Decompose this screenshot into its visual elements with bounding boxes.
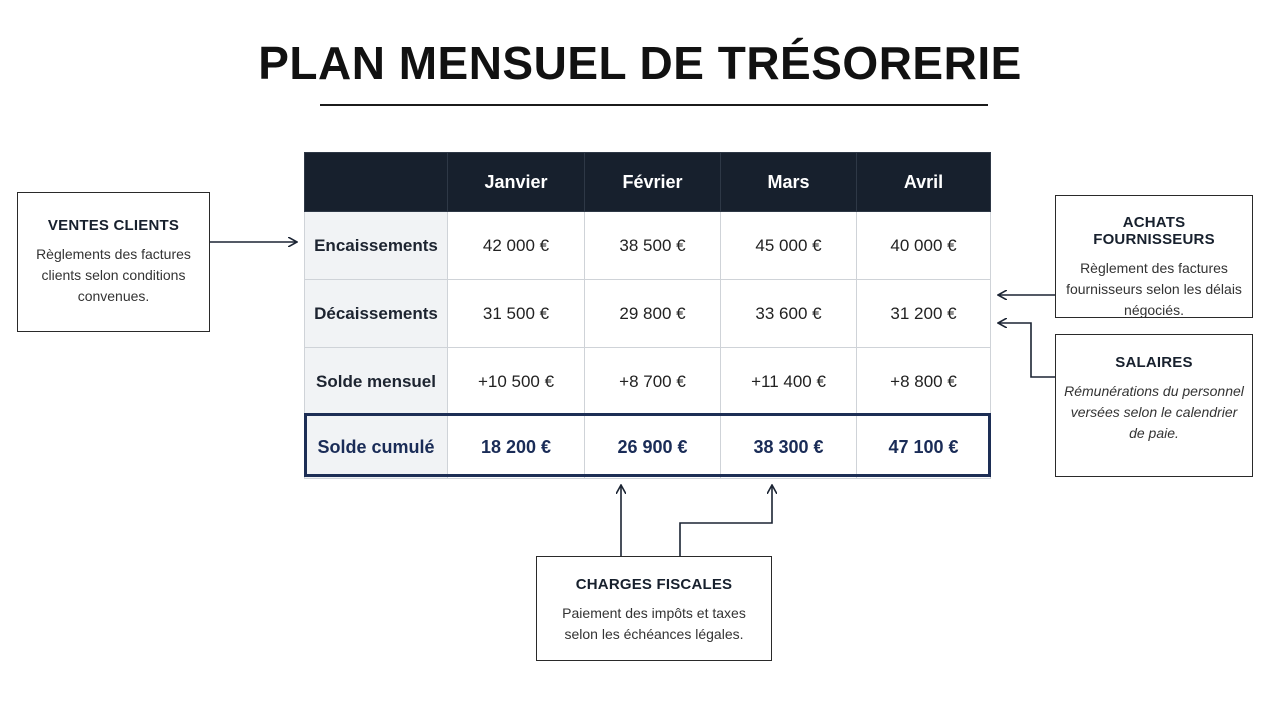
table-header-row: [305, 153, 991, 212]
table-cell-total: 38 300 €: [721, 416, 857, 479]
row-label: Décaissements: [305, 280, 448, 348]
box-charges-fiscales: [536, 556, 772, 661]
header-month-fevrier: Février: [585, 153, 721, 212]
box-title: ACHATS FOURNISSEURS: [1093, 214, 1215, 248]
box-text: Paiement des impôts et taxes selon les échéances légales.: [562, 605, 746, 642]
table-row-decaissements: [305, 280, 991, 348]
table-cell: 40 000 €: [857, 212, 991, 280]
table-row-solde-mensuel: [305, 348, 991, 416]
box-text: Règlement des factures fournisseurs selon les délais négociés.: [1066, 260, 1242, 318]
cash-plan-table: [304, 152, 991, 479]
box-text: Rémunérations du personnel versées selon le calendrier de paie.: [1064, 383, 1244, 441]
arrow-charges-to-mars: [680, 486, 772, 556]
box-text: Règlements des factures clients selon conditions convenues.: [36, 246, 191, 304]
table-cell: 33 600 €: [721, 280, 857, 348]
table-cell: 31 200 €: [857, 280, 991, 348]
table-cell-total: 26 900 €: [585, 416, 721, 479]
header-month-janvier: Janvier: [448, 153, 585, 212]
box-title: VENTES CLIENTS: [47, 217, 180, 234]
table-cell: 42 000 €: [448, 212, 585, 280]
table-cell: 45 000 €: [721, 212, 857, 280]
table-cell: 31 500 €: [448, 280, 585, 348]
table-row-solde-cumule: [305, 416, 991, 479]
table-cell-total: 18 200 €: [448, 416, 585, 479]
box-salaires: [1055, 334, 1253, 477]
row-label: Encaissements: [305, 212, 448, 280]
table-cell: 29 800 €: [585, 280, 721, 348]
table-cell-total: 47 100 €: [857, 416, 991, 479]
box-ventes-clients: [17, 192, 210, 332]
row-label: Solde cumulé: [305, 416, 448, 479]
header-month-avril: Avril: [857, 153, 991, 212]
header-month-mars: Mars: [721, 153, 857, 212]
table-cell: +10 500 €: [448, 348, 585, 416]
row-label: Solde mensuel: [305, 348, 448, 416]
table-cell: +11 400 €: [721, 348, 857, 416]
table-cell: 38 500 €: [585, 212, 721, 280]
box-achats-fournisseurs: [1055, 195, 1253, 318]
box-title: CHARGES FISCALES: [575, 576, 733, 593]
box-title: SALAIRES: [1115, 354, 1193, 371]
page-title: PLAN MENSUEL DE TRÉSORERIE: [258, 37, 1022, 89]
table-cell: +8 800 €: [857, 348, 991, 416]
title-underline: [320, 104, 988, 106]
arrow-salaires-to-decaissements: [999, 323, 1055, 377]
header-corner: [305, 153, 448, 212]
table-row-encaissements: [305, 212, 991, 280]
table-cell: +8 700 €: [585, 348, 721, 416]
